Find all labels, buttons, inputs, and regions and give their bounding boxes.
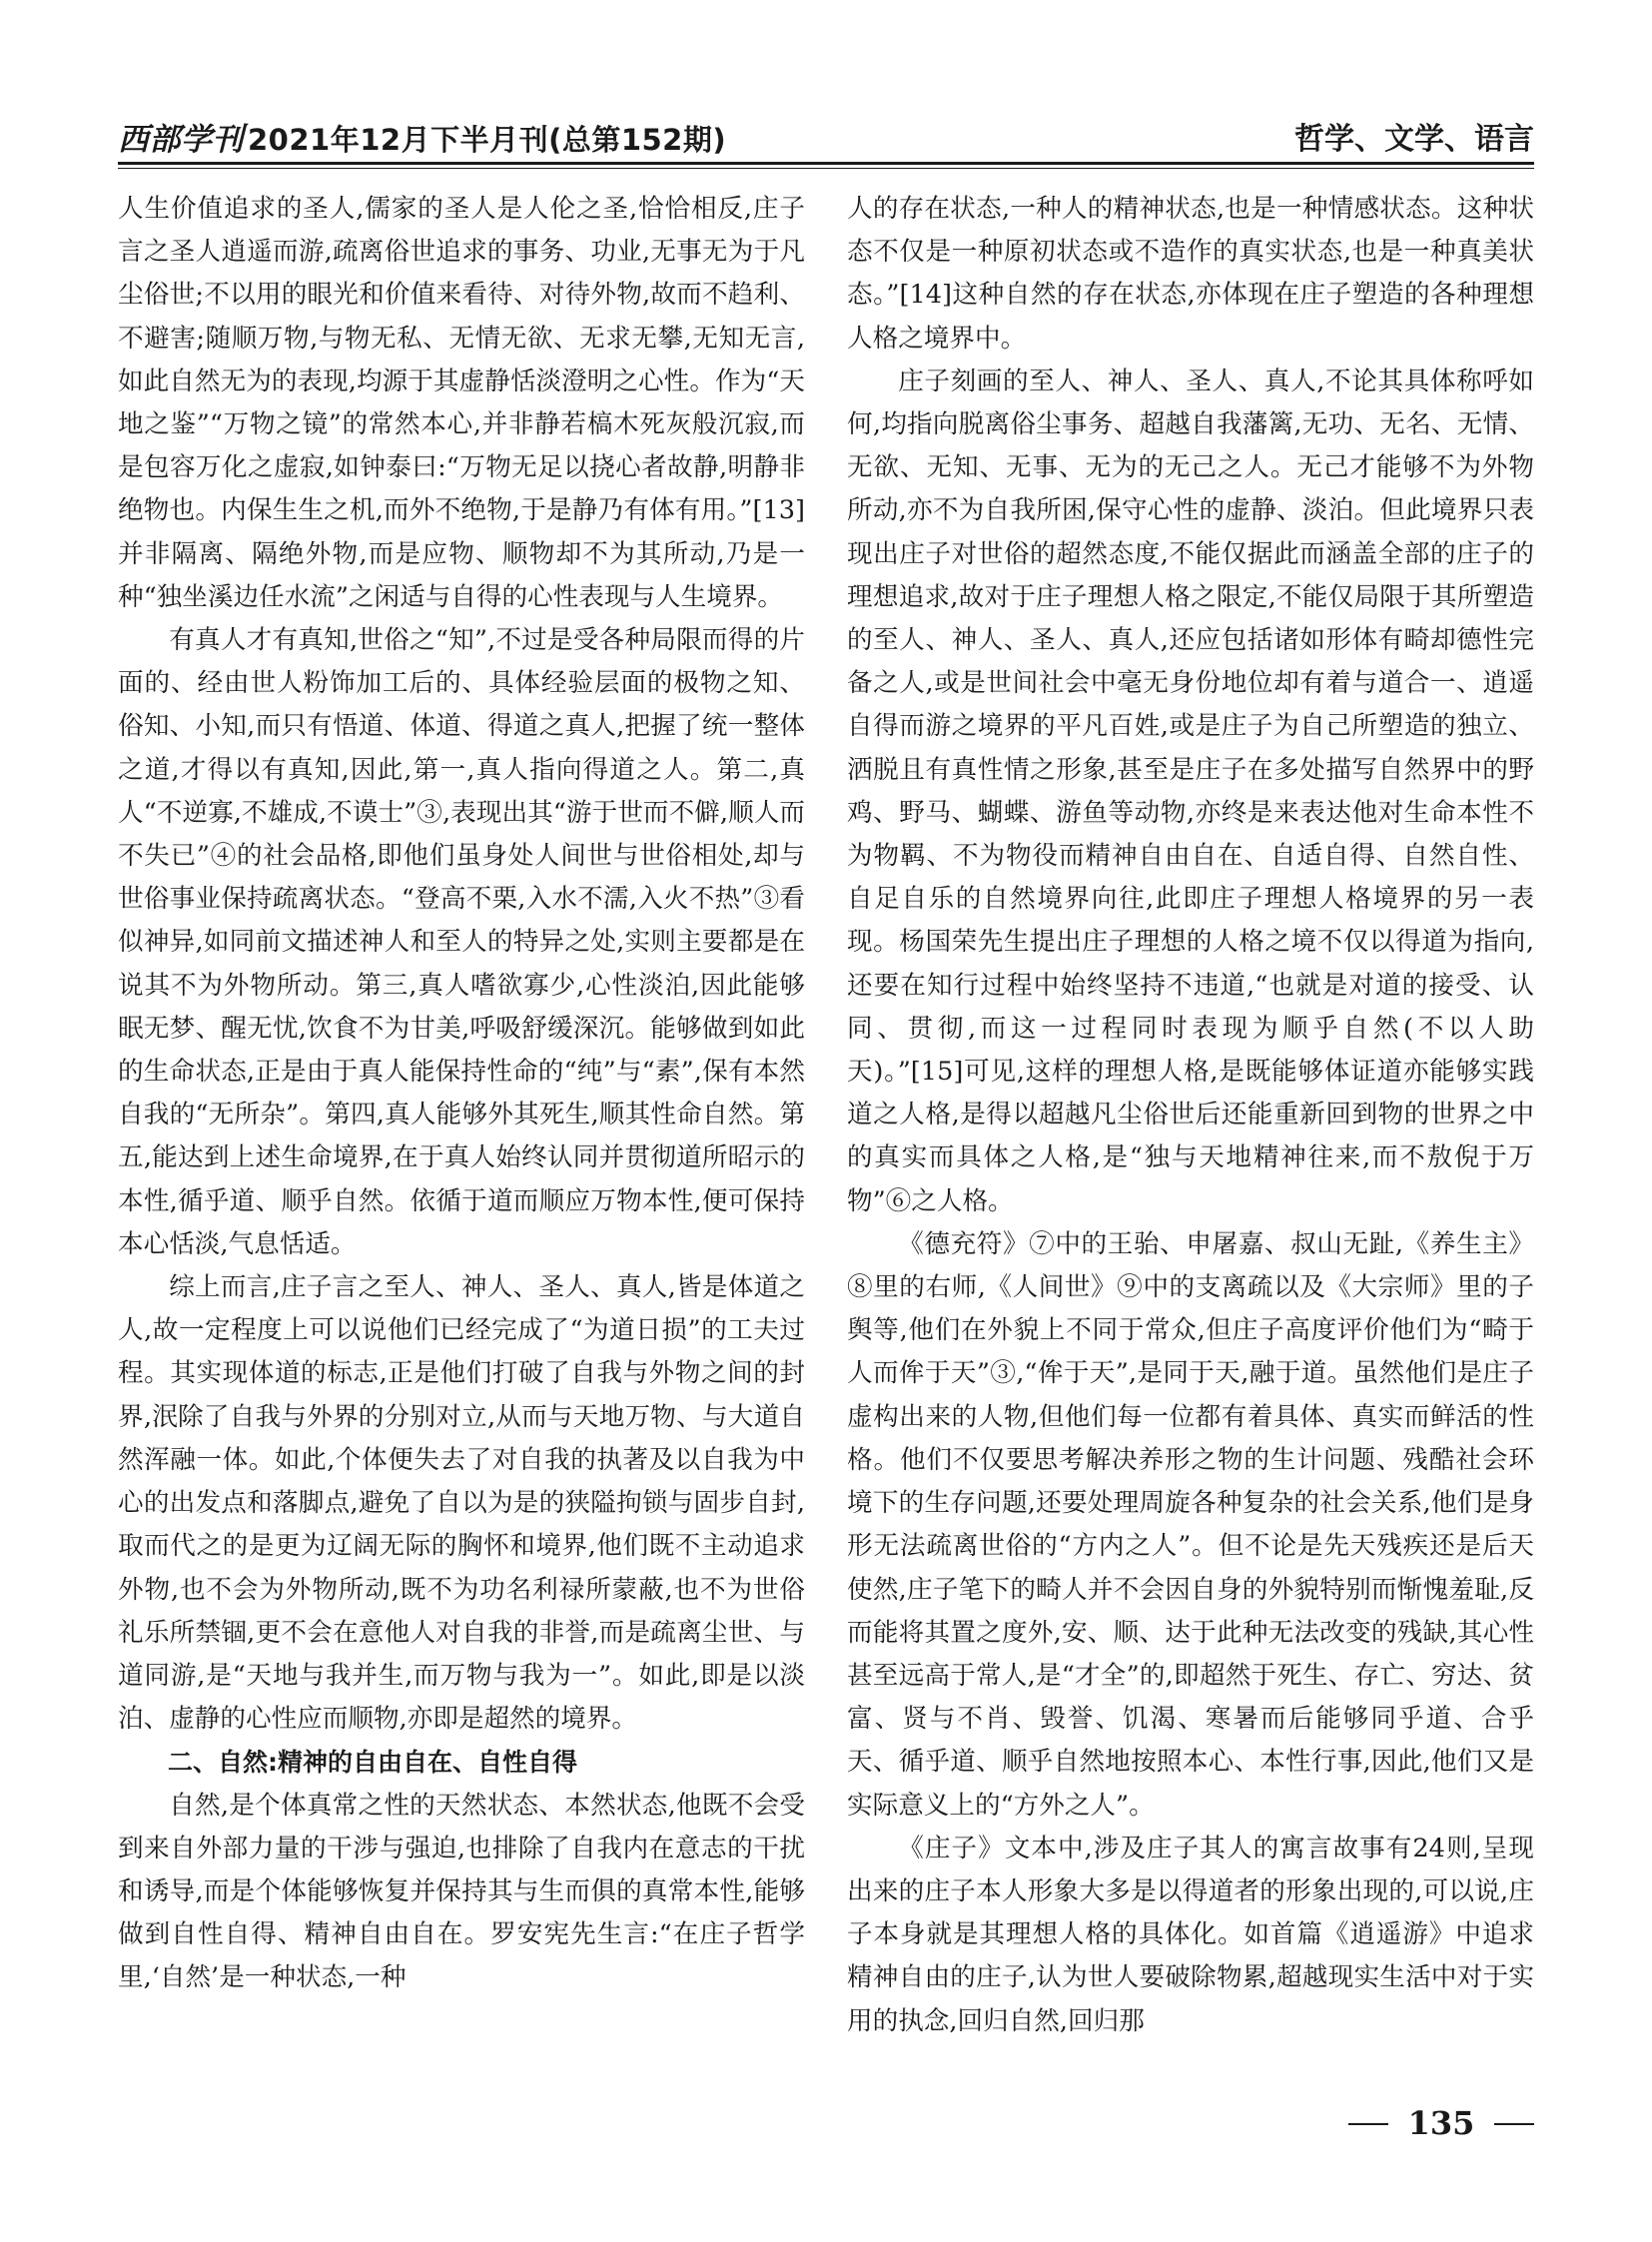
page-number: 135: [1407, 2104, 1475, 2142]
paragraph: 《德充符》⑦中的王骀、申屠嘉、叔山无趾,《养生主》⑧里的右师,《人间世》⑨中的支离疏以及《大宗师》里的子舆等,他们在外貌上不同于常众,但庄子高度评价他们为“畸于人而侔于天”③,“侔于天”,是同于天,融于道。虽然他们是庄子虚构出来的人物,但他们每一位都有着具体、真实而鲜活的性格。他们不仅要思考解决养形之物的生计问题、残酷社会环境下的生存问题,还要处理周旋各种复杂的社会关系,他们是身形无法疏离世俗的“方内之人”。但不论是先天残疾还是后天使然,庄子笔下的畸人并不会因自身的外貌特别而惭愧羞耻,反而能将其置之度外,安、顺、达于此种无法改变的残缺,其心性甚至远高于常人,是“才全”的,即超然于死生、存亡、穷达、贫富、贤与不肖、毁誉、饥渴、寒暑而后能够同乎道、合乎天、循乎道、顺乎自然地按照本心、本性行事,因此,他们又是实际意义上的“方外之人”。: [847, 1228, 1534, 1821]
header-rule: [118, 162, 1534, 165]
footer-dash: [1494, 2123, 1534, 2125]
header-rule-thin: [118, 168, 1534, 169]
right-column: [847, 188, 1534, 2035]
paragraph: 自然,是个体真常之性的天然状态、本然状态,他既不会受到来自外部力量的干涉与强迫,也排除了自我内在意志的干扰和诱导,而是个体能够恢复并保持其与生而俱的真常本性,能够做到自性自得、精神自由自在。罗安宪先生言:“在庄子哲学里,‘自然’是一种状态,一种: [118, 1790, 805, 1993]
paragraph: 《庄子》文本中,涉及庄子其人的寓言故事有24则,呈现出来的庄子本人形象大多是以得道者的形象出现的,可以说,庄子本身就是其理想人格的具体化。如首篇《逍遥游》中追求精神自由的庄子,认为世人要破除物累,超越现实生活中对于实用的执念,回归自然,回归那: [847, 1833, 1534, 2035]
paragraph: 人的存在状态,一种人的精神状态,也是一种情感状态。这种状态不仅是一种原初状态或不造作的真实状态,也是一种真美状态。”[14]这种自然的存在状态,亦体现在庄子塑造的各种理想人格之境界中。: [847, 194, 1534, 354]
section-title: 哲学、文学、语言: [1294, 122, 1534, 157]
paragraph: 庄子刻画的至人、神人、圣人、真人,不论其具体称呼如何,均指向脱离俗尘事务、超越自我藩篱,无功、无名、无情、无欲、无知、无事、无为的无己之人。无己才能够不为外物所动,亦不为自我所困,保守心性的虚静、淡泊。但此境界只表现出庄子对世俗的超然态度,不能仅据此而涵盖全部的庄子的理想追求,故对于庄子理想人格之限定,不能仅局限于其所塑造的至人、神人、圣人、真人,还应包括诸如形体有畸却德性完备之人,或是世间社会中毫无身份地位却有着与道合一、逍遥自得而游之境界的平凡百姓,或是庄子为自己所塑造的独立、洒脱且有真性情之形象,甚至是庄子在多处描写自然界中的野鸡、野马、蝴蝶、游鱼等动物,亦终是来表达他对生命本性不为物羁、不为物役而精神自由自在、自适自得、自然自性、自足自乐的自然境界向往,此即庄子理想人格境界的另一表现。杨国荣先生提出庄子理想的人格之境不仅以得道为指向,还要在知行过程中始终坚持不违道,“也就是对道的接受、认同、贯彻,而这一过程同时表现为顺乎自然(不以人助天)。”[15]可见,这样的理想人格,是既能够体证道亦能够实践道之人格,是得以超越凡尘俗世后还能重新回到物的世界之中的真实而具体之人格,是“独与天地精神往来,而不敖倪于万物”⑥之人格。: [847, 366, 1534, 1216]
page-footer: [1348, 2103, 1534, 2143]
paragraph: 有真人才有真知,世俗之“知”,不过是受各种局限而得的片面的、经由世人粉饰加工后的、具体经验层面的极物之知、俗知、小知,而只有悟道、体道、得道之真人,把握了统一整体之道,才得以有真知,因此,第一,真人指向得道之人。第二,真人“不逆寡,不雄成,不谟士”③,表现出其“游于世而不僻,顺人而不失已”④的社会品格,即他们虽身处人间世与世俗相处,却与世俗事业保持疏离状态。“登高不栗,入水不濡,入火不热”③看似神异,如同前文描述神人和至人的特异之处,实则主要都是在说其不为外物所动。第三,真人嗜欲寡少,心性淡泊,因此能够眠无梦、醒无忧,饮食不为甘美,呼吸舒缓深沉。能够做到如此的生命状态,正是由于真人能保持性命的“纯”与“素”,保有本然自我的“无所杂”。第四,真人能够外其死生,顺其性命自然。第五,能达到上述生命境界,在于真人始终认同并贯彻道所昭示的本性,循乎道、顺乎自然。依循于道而顺应万物本性,便可保持本心恬淡,气息恬适。: [118, 625, 805, 1259]
running-header: [118, 112, 1534, 164]
left-column: [118, 188, 805, 2035]
issue-info: 2021年12月下半月刊(总第152期): [248, 123, 727, 157]
footer-dash: [1348, 2123, 1388, 2125]
paragraph: 人生价值追求的圣人,儒家的圣人是人伦之圣,恰恰相反,庄子言之圣人逍遥而游,疏离俗世追求的事务、功业,无事无为于凡尘俗世;不以用的眼光和价值来看待、对待外物,故而不趋利、不避害;随顺万物,与物无私、无情无欲、无求无攀,无知无言,如此自然无为的表现,均源于其虚静恬淡澄明之心性。作为“天地之鉴”“万物之镜”的常然本心,并非静若槁木死灰般沉寂,而是包容万化之虚寂,如钟泰曰:“万物无足以挠心者故静,明静非绝物也。内保生生之机,而外不绝物,于是静乃有体有用。”[13]并非隔离、隔绝外物,而是应物、顺物却不为其所动,乃是一种“独坐溪边任水流”之闲适与自得的心性表现与人生境界。: [118, 194, 805, 612]
section-heading: 二、自然:精神的自由自在、自性自得: [168, 1748, 577, 1778]
header-left: [118, 114, 726, 159]
paragraph: 综上而言,庄子言之至人、神人、圣人、真人,皆是体道之人,故一定程度上可以说他们已经完成了“为道日损”的工夫过程。其实现体道的标志,正是他们打破了自我与外物之间的封界,泯除了自我与外界的分别对立,从而与天地万物、与大道自然浑融一体。如此,个体便失去了对自我的执著及以自我为中心的出发点和落脚点,避免了自以为是的狭隘拘锁与固步自封,取而代之的是更为辽阔无际的胸怀和境界,他们既不主动追求外物,也不会为外物所动,既不为功名利禄所蒙蔽,也不为世俗礼乐所禁锢,更不会在意他人对自我的非誉,而是疏离尘世、与道同游,是“天地与我并生,而万物与我为一”。如此,即是以淡泊、虚静的心性应而顺物,亦即是超然的境界。: [118, 1272, 805, 1735]
journal-logo: 西部学刊: [118, 122, 244, 158]
